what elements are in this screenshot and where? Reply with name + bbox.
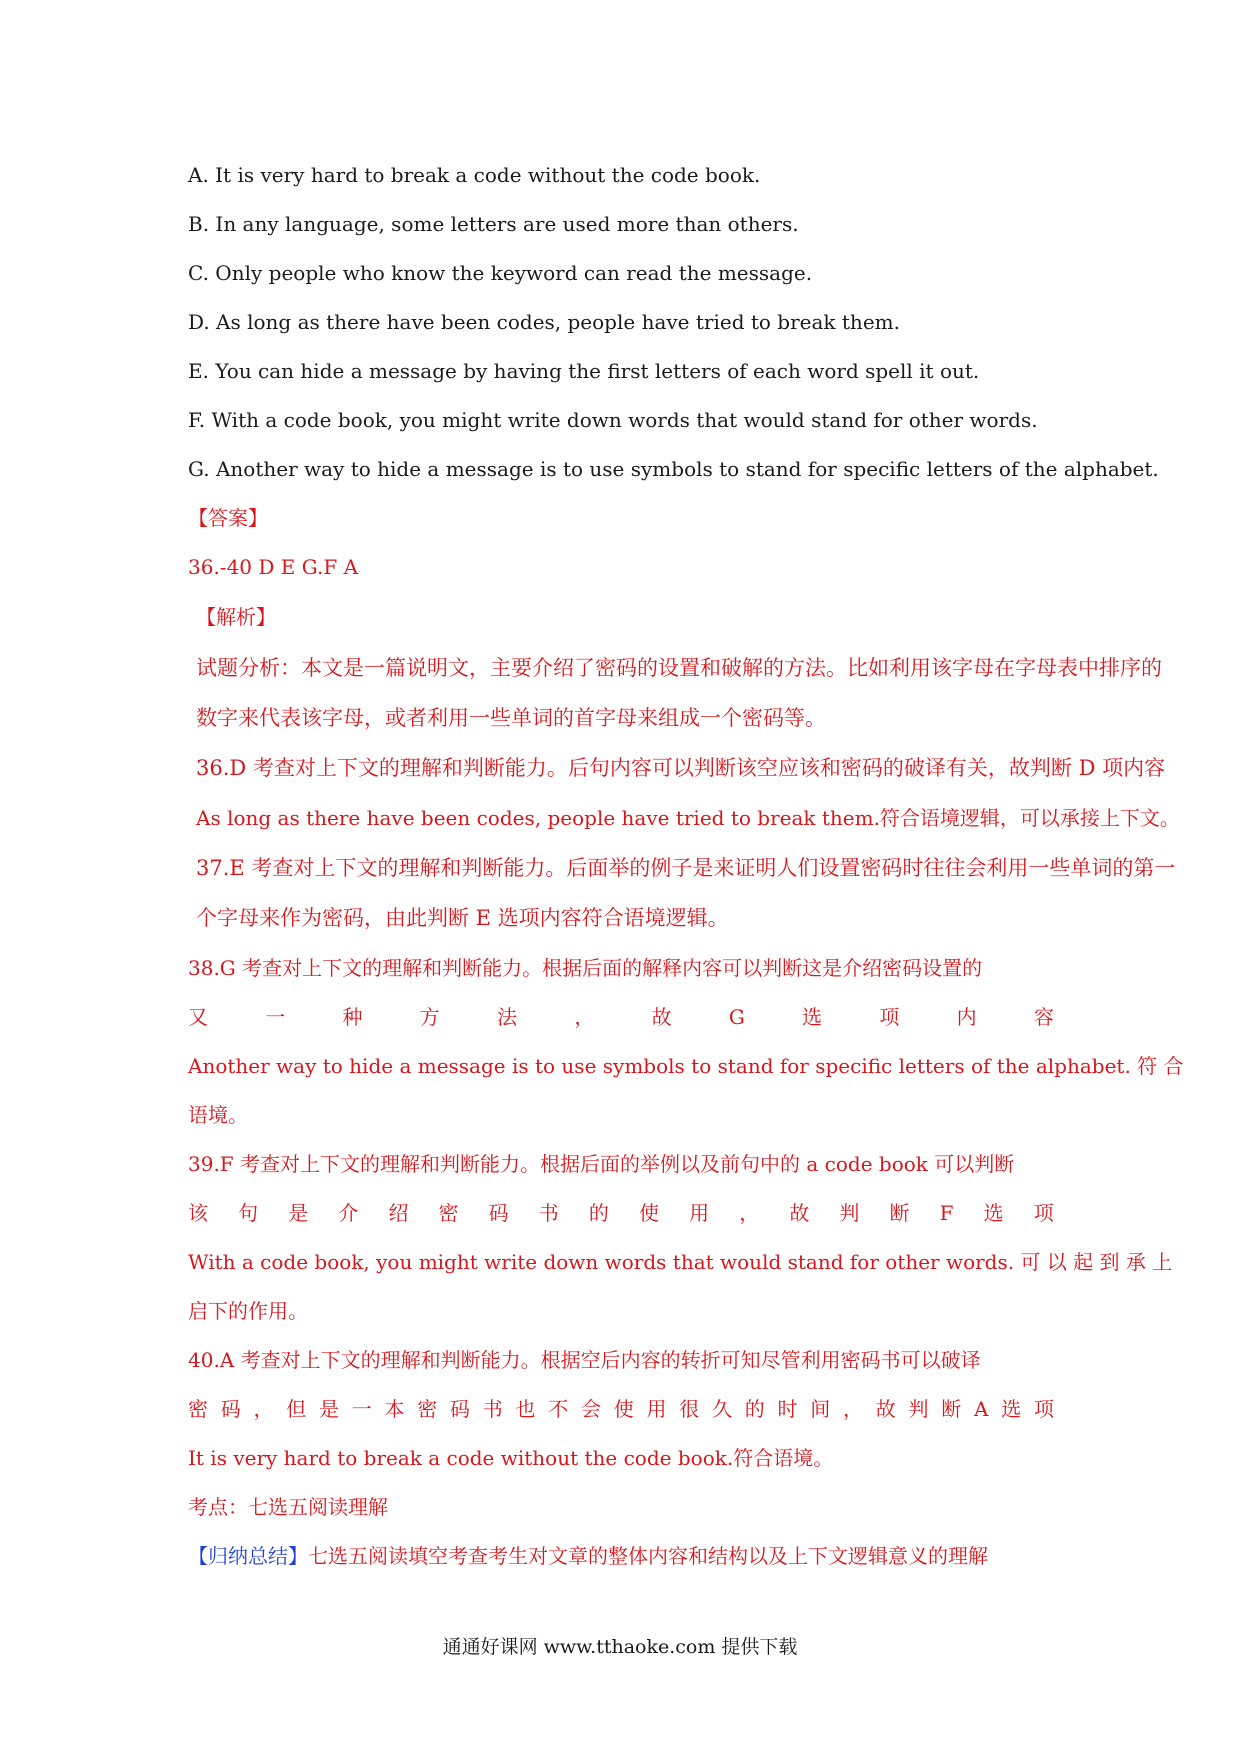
summary-text: 七选五阅读填空考查考生对文章的整体内容和结构以及上下文逻辑意义的理解 xyxy=(308,1544,988,1568)
analysis-summary-line2: 数字来代表该字母，或者利用一些单词的首字母来组成一个密码等。 xyxy=(196,706,826,730)
analysis-q39-line3: With a code book, you might write down words that would stand for other words. 可 以 起 到 承 上 xyxy=(188,1250,1173,1274)
analysis-q37-line2: 个字母来作为密码，由此判断 E 选项内容符合语境逻辑。 xyxy=(196,906,729,930)
analysis-heading: 【解析】 xyxy=(196,605,276,629)
analysis-q39-line1: 39.F 考查对上下文的理解和判断能力。根据后面的举例以及前句中的 a code book 可以判断 xyxy=(188,1152,1015,1176)
analysis-q38-line2: 又 一 种 方 法 ， 故 G 选 项 内 容 xyxy=(188,1005,1054,1029)
answer-heading: 【答案】 xyxy=(188,506,268,530)
analysis-q40-line2: 密 码 ， 但 是 一 本 密 码 书 也 不 会 使 用 很 久 的 时 间 ， 故 判 断 A 选 项 xyxy=(188,1397,1054,1421)
analysis-q40-line1: 40.A 考查对上下文的理解和判断能力。根据空后内容的转折可知尽管利用密码书可以破译 xyxy=(188,1348,981,1372)
analysis-q37-line1: 37.E 考查对上下文的理解和判断能力。后面举的例子是来证明人们设置密码时往往会利用一些单词的第一 xyxy=(196,856,1176,880)
analysis-q40-line3: It is very hard to break a code without the code book.符合语境。 xyxy=(188,1446,834,1470)
analysis-q36-line2: As long as there have been codes, people have tried to break them.符合语境逻辑，可以承接上下文。 xyxy=(196,806,1180,830)
analysis-q39-line2: 该 句 是 介 绍 密 码 书 的 使 用 ， 故 判 断 F 选 项 xyxy=(188,1201,1054,1225)
analysis-q36-line1: 36.D 考查对上下文的理解和判断能力。后句内容可以判断该空应该和密码的破译有关，故判断 D 项内容 xyxy=(196,756,1166,780)
option-d: D. As long as there have been codes, people have tried to break them. xyxy=(188,310,900,334)
option-a: A. It is very hard to break a code without the code book. xyxy=(188,163,761,187)
analysis-q39-line4: 启下的作用。 xyxy=(188,1299,308,1323)
answer-text: 36.-40 D E G.F A xyxy=(188,555,359,579)
summary-line xyxy=(188,1544,988,1568)
analysis-summary-line1: 试题分析：本文是一篇说明文，主要介绍了密码的设置和破解的方法。比如利用该字母在字母表中排序的 xyxy=(196,656,1162,680)
analysis-q38-line4: 语境。 xyxy=(188,1103,248,1127)
summary-label: 【归纳总结】 xyxy=(188,1544,308,1568)
kaodian: 考点：七选五阅读理解 xyxy=(188,1495,388,1519)
analysis-q38-line1: 38.G 考查对上下文的理解和判断能力。根据后面的解释内容可以判断这是介绍密码设置的 xyxy=(188,956,983,980)
option-e: E. You can hide a message by having the first letters of each word spell it out. xyxy=(188,359,980,383)
analysis-q38-line3: Another way to hide a message is to use symbols to stand for specific letters of the alphabet. 符 合 xyxy=(188,1054,1184,1078)
option-g: G. Another way to hide a message is to use symbols to stand for specific letters of the alphabet. xyxy=(188,457,1159,481)
option-b: B. In any language, some letters are used more than others. xyxy=(188,212,799,236)
page-footer: 通通好课网 www.tthaoke.com 提供下载 xyxy=(442,1636,798,1658)
option-f: F. With a code book, you might write down words that would stand for other words. xyxy=(188,408,1038,432)
option-c: C. Only people who know the keyword can read the message. xyxy=(188,261,813,285)
